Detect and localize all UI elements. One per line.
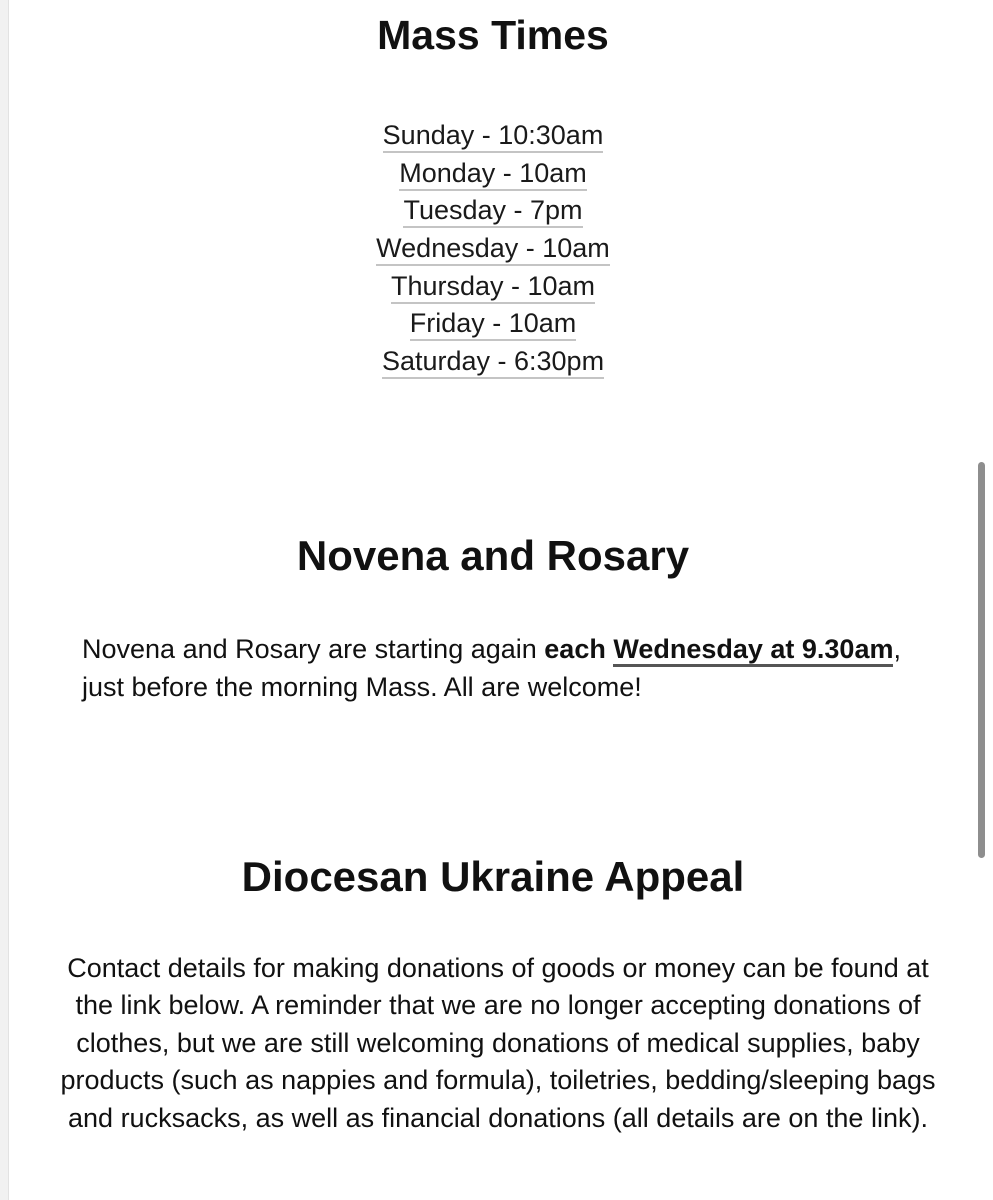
- mass-time-item: [18, 231, 968, 269]
- left-edge-border: [0, 0, 9, 1200]
- mass-times-list: [18, 118, 968, 382]
- mass-times-heading: Mass Times: [377, 12, 609, 58]
- mass-time-item: [18, 193, 968, 231]
- vertical-scrollbar-thumb[interactable]: [978, 462, 985, 858]
- mass-time-item: [18, 344, 968, 382]
- ukraine-appeal-paragraph: Contact details for making donations of goods or money can be found at the link below. A reminder that we are no longer accepting donations of clothes, but we are still welcoming donations of medical supplies, baby products (such as nappies and formula), toiletries, bedding/sleeping bags and rucksacks, as well as financial donations (all details are on the link).: [60, 953, 936, 1133]
- novena-text-outro: , just before the morning Mass. All are welcome!: [82, 634, 901, 702]
- novena-text-intro: Novena and Rosary are starting again: [82, 634, 545, 664]
- novena-bold-each: each: [544, 634, 614, 664]
- page-content: [18, 0, 968, 1200]
- mass-time-link-monday[interactable]: Monday - 10am: [399, 158, 587, 191]
- novena-schedule-link[interactable]: [613, 634, 893, 667]
- mass-time-item: [18, 156, 968, 194]
- ukraine-appeal-heading: Diocesan Ukraine Appeal: [241, 853, 745, 900]
- novena-link-label: Wednesday at 9.30am: [613, 634, 894, 664]
- mass-time-link-thursday[interactable]: Thursday - 10am: [391, 271, 595, 304]
- mass-time-link-wednesday[interactable]: Wednesday - 10am: [376, 233, 610, 266]
- mass-time-link-saturday[interactable]: Saturday - 6:30pm: [382, 346, 604, 379]
- mass-time-link-friday[interactable]: Friday - 10am: [410, 308, 577, 341]
- mass-time-link-sunday[interactable]: Sunday - 10:30am: [383, 120, 604, 153]
- mass-time-item: [18, 306, 968, 344]
- mass-time-item: [18, 269, 968, 307]
- mass-time-item: [18, 118, 968, 156]
- mass-time-link-tuesday[interactable]: Tuesday - 7pm: [403, 195, 582, 228]
- novena-paragraph: [82, 630, 912, 706]
- novena-heading: Novena and Rosary: [296, 532, 690, 579]
